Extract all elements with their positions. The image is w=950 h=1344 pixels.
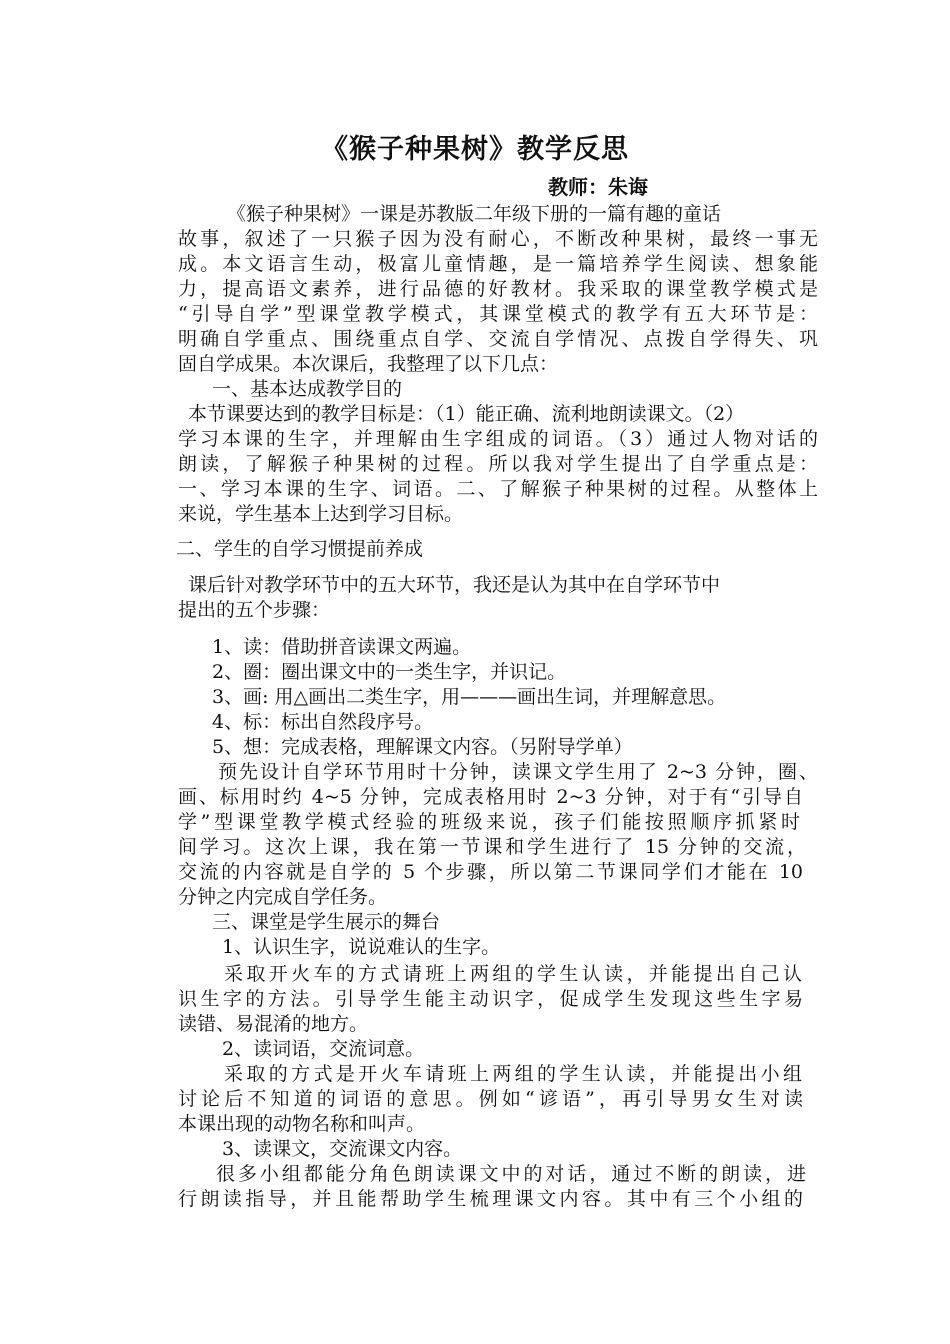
step-item: 5、想：完成表格，理解课文内容。（另附导学单） xyxy=(212,736,633,758)
step-item: 1、读：借助拼音读课文两遍。 xyxy=(212,636,472,658)
step-item: 3、画: 用△画出二类生字，用———画出生词，并理解意思。 xyxy=(212,686,727,708)
paragraph-line: 学习本课的生字，并理解由生字组成的词语。（3）通过人物对话的 xyxy=(178,428,818,450)
paragraph-line: 课后针对教学环节中的五大环节，我还是认为其中在自学环节中 xyxy=(188,574,721,596)
paragraph-line: 交流的内容就是自学的 5 个步骤，所以第二节课同学们才能在 10 xyxy=(178,861,803,883)
paragraph-line: 力，提高语文素养，进行品德的好教材。我采取的课堂教学模式是 xyxy=(178,278,818,300)
paragraph-line: 识生字的方法。引导学生能主动识字，促成学生发现这些生字易 xyxy=(178,988,803,1010)
section-heading: 三、课堂是学生展示的舞台 xyxy=(212,911,441,933)
paragraph-line: 读错、易混淆的地方。 xyxy=(178,1013,369,1035)
paragraph-line: 行朗读指导，并且能帮助学生梳理课文内容。其中有三个小组的 xyxy=(178,1188,803,1210)
paragraph-line: 朗读，了解猴子种果树的过程。所以我对学生提出了自学重点是： xyxy=(178,453,818,475)
paragraph-line: 学”型课堂教学模式经验的班级来说，孩子们能按照顺序抓紧时 xyxy=(178,811,800,833)
paragraph-line: 一、学习本课的生字、词语。二、了解猴子种果树的过程。从整体上 xyxy=(178,478,818,500)
paragraph-line: “引导自学”型课堂教学模式，其课堂模式的教学有五大环节是： xyxy=(178,303,818,325)
paragraph-line: 讨论后不知道的词语的意思。例如“谚语”，再引导男女生对读 xyxy=(178,1088,803,1110)
author-line: 教师：朱诲 xyxy=(548,175,648,199)
paragraph-line: 预先设计自学环节用时十分钟，读课文学生用了 2~3 分钟，圈、 xyxy=(218,761,818,783)
section-heading: 二、学生的自学习惯提前养成 xyxy=(176,538,424,560)
paragraph-line: 提出的五个步骤： xyxy=(178,599,331,621)
paragraph-line: 采取开火车的方式请班上两组的学生认读，并能提出自己认 xyxy=(224,963,802,985)
sub-heading: 1、认识生字，说说难认的生字。 xyxy=(222,936,501,958)
paragraph-line: 本课出现的动物名称和叫声。 xyxy=(178,1113,426,1135)
paragraph-line: 分钟之内完成自学任务。 xyxy=(178,886,388,908)
paragraph-line: 来说，学生基本上达到学习目标。 xyxy=(178,503,464,525)
paragraph-line: 画、标用时约 4~5 分钟，完成表格用时 2~3 分钟，对于有“引导自 xyxy=(178,786,803,808)
paragraph-line: 成。本文语言生动，极富儿童情趣，是一篇培养学生阅读、想象能 xyxy=(178,253,818,275)
document-title: 《猴子种果树》教学反思 xyxy=(321,134,629,165)
paragraph-line: 故事，叙述了一只猴子因为没有耐心，不断改种果树，最终一事无 xyxy=(178,228,818,250)
paragraph-line: 明确自学重点、围绕重点自学、交流自学情况、点拨自学得失、巩 xyxy=(178,328,818,350)
sub-heading: 2、读词语，交流词意。 xyxy=(222,1038,425,1060)
paragraph-line: 本节课要达到的教学目标是：（1）能正确、流利地朗读课文。（2） xyxy=(188,403,745,425)
sub-heading: 3、读课文，交流课文内容。 xyxy=(222,1138,463,1160)
paragraph-line: 采取的方式是开火车请班上两组的学生认读，并能提出小组 xyxy=(224,1063,802,1085)
paragraph-line: 间学习。这次上课，我在第一节课和学生进行了 15 分钟的交流， xyxy=(178,836,806,858)
paragraph-line: 《猴子种果树》一课是苏教版二年级下册的一篇有趣的童话 xyxy=(227,203,722,225)
step-item: 2、圈：圈出课文中的一类生字，并识记。 xyxy=(212,661,567,683)
paragraph-line: 很多小组都能分角色朗读课文中的对话，通过不断的朗读，进 xyxy=(216,1163,806,1185)
step-item: 4、标：标出自然段序号。 xyxy=(212,711,434,733)
paragraph-line: 固自学成果。本次课后，我整理了以下几点： xyxy=(178,353,559,375)
section-heading: 一、基本达成教学目的 xyxy=(212,378,403,400)
